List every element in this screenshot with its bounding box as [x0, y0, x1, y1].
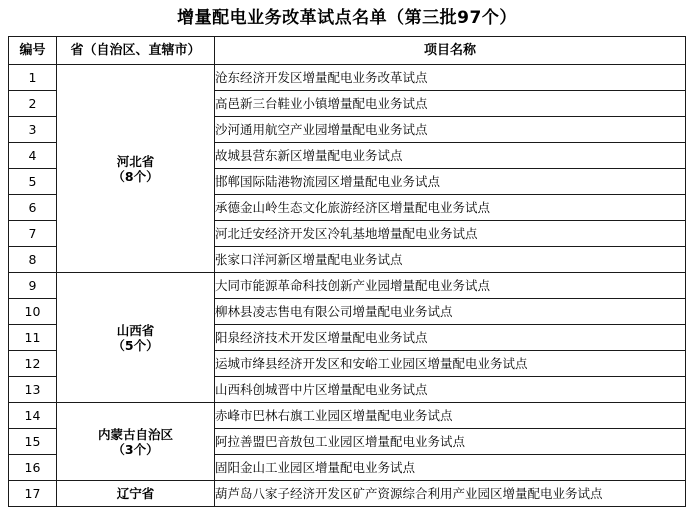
table-row: [9, 403, 686, 429]
cell-no: 17: [9, 481, 57, 507]
cell-no: 6: [9, 195, 57, 221]
cell-no: 16: [9, 455, 57, 481]
cell-project-name: 沧东经济开发区增量配电业务改革试点: [215, 65, 686, 91]
table-row: [9, 273, 686, 299]
cell-project-name: 阿拉善盟巴音敖包工业园区增量配电业务试点: [215, 429, 686, 455]
cell-project-name: 承德金山岭生态文化旅游经济区增量配电业务试点: [215, 195, 686, 221]
cell-no: 4: [9, 143, 57, 169]
cell-project-name: 故城县营东新区增量配电业务试点: [215, 143, 686, 169]
cell-no: 1: [9, 65, 57, 91]
cell-no: 10: [9, 299, 57, 325]
table-header: [9, 37, 686, 65]
column-header-project: 项目名称: [215, 37, 686, 65]
cell-province: [57, 65, 215, 273]
cell-project-name: 赤峰市巴林右旗工业园区增量配电业务试点: [215, 403, 686, 429]
cell-project-name: 运城市绛县经济开发区和安峪工业园区增量配电业务试点: [215, 351, 686, 377]
cell-project-name: 河北迁安经济开发区冷轧基地增量配电业务试点: [215, 221, 686, 247]
cell-no: 2: [9, 91, 57, 117]
province-name: 辽宁省: [116, 486, 155, 502]
cell-project-name: 固阳金山工业园区增量配电业务试点: [215, 455, 686, 481]
pilot-project-table: [8, 36, 686, 507]
cell-project-name: 山西科创城晋中片区增量配电业务试点: [215, 377, 686, 403]
province-name: 山西省: [116, 322, 155, 338]
cell-no: 3: [9, 117, 57, 143]
province-count: （5个）: [112, 337, 159, 353]
cell-no: 11: [9, 325, 57, 351]
page-title: 增量配电业务改革试点名单（第三批97个）: [177, 8, 517, 28]
cell-no: 7: [9, 221, 57, 247]
province-count: （8个）: [112, 168, 159, 184]
cell-province: [57, 403, 215, 481]
cell-project-name: 沙河通用航空产业园增量配电业务试点: [215, 117, 686, 143]
cell-project-name: 葫芦岛八家子经济开发区矿产资源综合利用产业园区增量配电业务试点: [215, 481, 686, 507]
cell-no: 9: [9, 273, 57, 299]
province-count: （3个）: [112, 441, 159, 457]
cell-project-name: 高邑新三台鞋业小镇增量配电业务试点: [215, 91, 686, 117]
cell-no: 12: [9, 351, 57, 377]
cell-no: 15: [9, 429, 57, 455]
province-name: 内蒙古自治区: [97, 426, 173, 442]
cell-project-name: 柳林县凌志售电有限公司增量配电业务试点: [215, 299, 686, 325]
cell-project-name: 阳泉经济技术开发区增量配电业务试点: [215, 325, 686, 351]
province-name: 河北省: [116, 153, 155, 169]
cell-project-name: 大同市能源革命科技创新产业园增量配电业务试点: [215, 273, 686, 299]
cell-no: 14: [9, 403, 57, 429]
cell-no: 8: [9, 247, 57, 273]
column-header-no: 编号: [9, 37, 57, 65]
column-header-province: 省（自治区、直辖市）: [57, 37, 215, 65]
cell-no: 13: [9, 377, 57, 403]
table-row: [9, 65, 686, 91]
cell-no: 5: [9, 169, 57, 195]
table-body: [9, 65, 686, 507]
table-header-row: [9, 37, 686, 65]
cell-project-name: 张家口洋河新区增量配电业务试点: [215, 247, 686, 273]
cell-project-name: 邯郸国际陆港物流园区增量配电业务试点: [215, 169, 686, 195]
cell-province: [57, 273, 215, 403]
